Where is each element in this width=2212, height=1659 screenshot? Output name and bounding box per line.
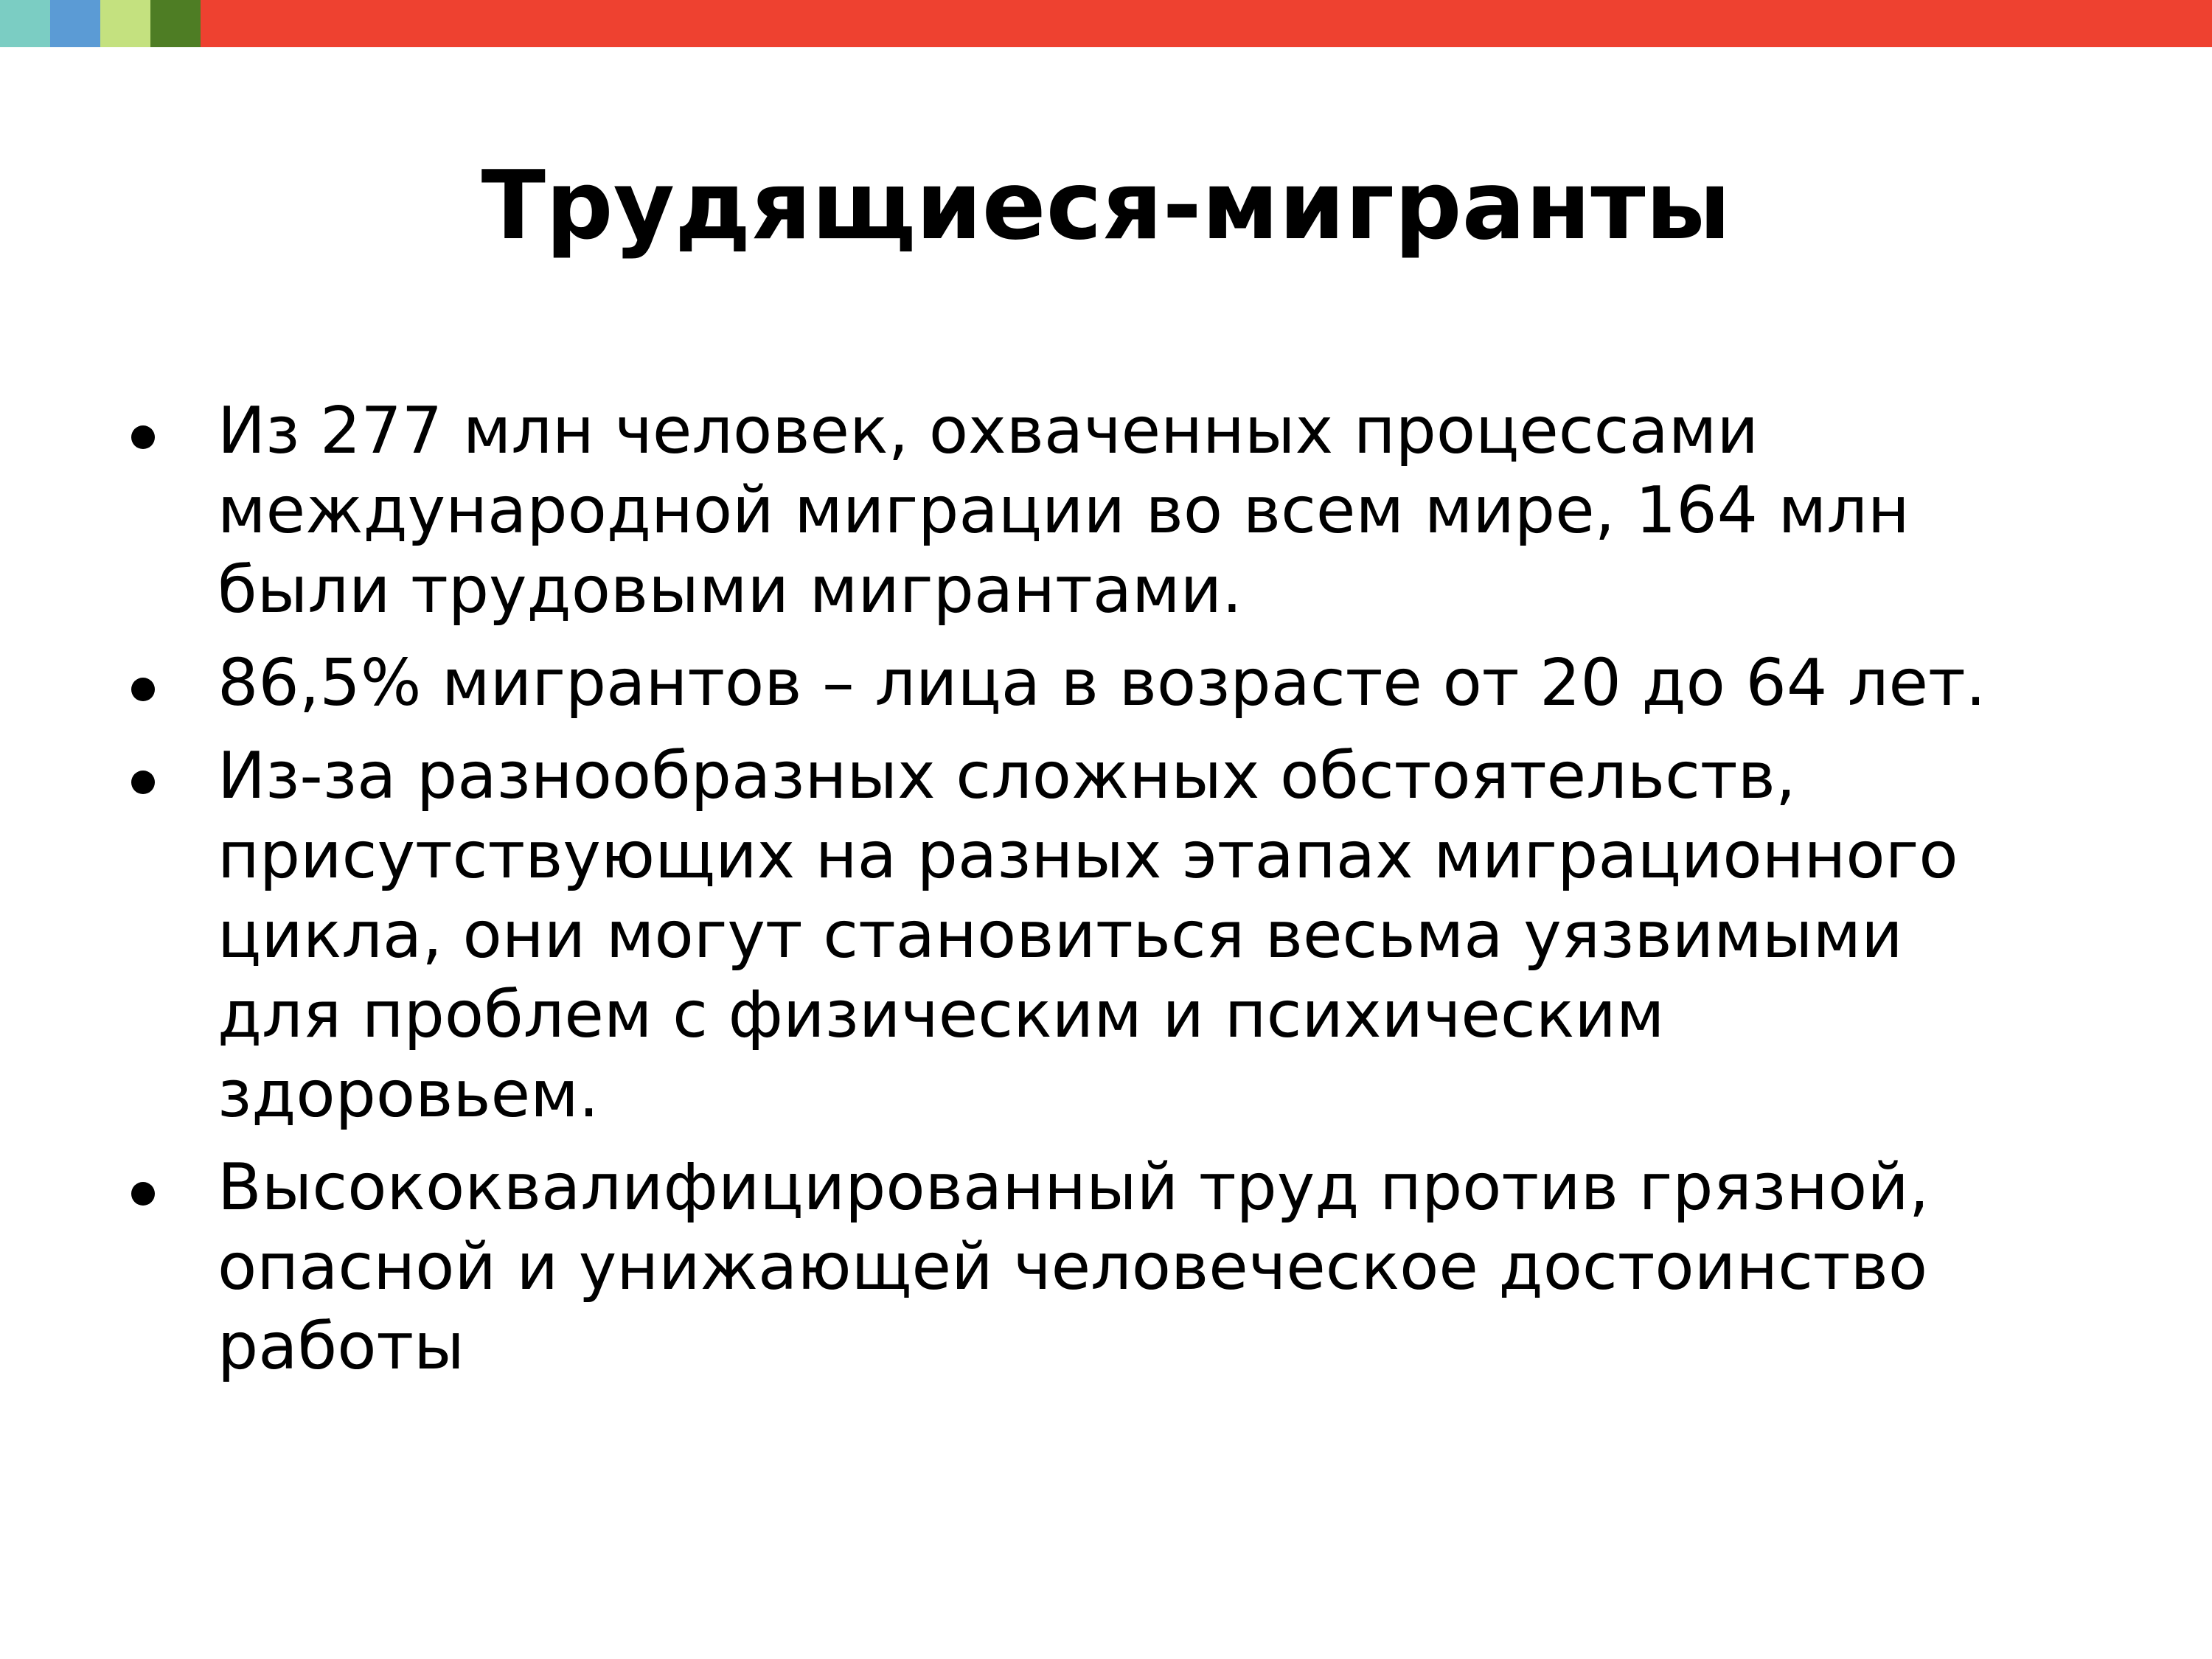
bullet-text: Высококвалифицированный труд против грязной, опасной и унижающей человеческое достоинство работы xyxy=(218,1150,1930,1384)
bullet-list xyxy=(0,391,2212,1399)
top-color-bar xyxy=(0,0,2212,47)
bar-segment-lightgreen xyxy=(100,0,150,47)
bullet-item xyxy=(0,736,2212,1134)
bar-segment-red xyxy=(201,0,2212,47)
bar-segment-teal xyxy=(0,0,50,47)
bullet-dot-icon xyxy=(131,425,155,449)
bar-segment-blue xyxy=(50,0,100,47)
bar-segment-darkgreen xyxy=(150,0,201,47)
bullet-item xyxy=(0,643,2212,723)
bullet-text: Из-за разнообразных сложных обстоятельств, присутствующих на разных этапах миграционного цикла, они могут становиться весьма уязвимыми для проблем с физическим и психическим здоровьем. xyxy=(218,738,1958,1132)
bullet-text: Из 277 млн человек, охваченных процессами международной миграции во всем мире, 164 млн были трудовыми мигрантами. xyxy=(218,393,1910,627)
bullet-text: 86,5% мигрантов – лица в возрасте от 20 до 64 лет. xyxy=(218,645,1986,720)
bullet-dot-icon xyxy=(131,771,155,794)
slide-title: Трудящиеся-мигранты xyxy=(481,151,1731,261)
bullet-item xyxy=(0,1147,2212,1386)
bullet-item xyxy=(0,391,2212,630)
bullet-dot-icon xyxy=(131,1182,155,1206)
bullet-dot-icon xyxy=(131,678,155,701)
